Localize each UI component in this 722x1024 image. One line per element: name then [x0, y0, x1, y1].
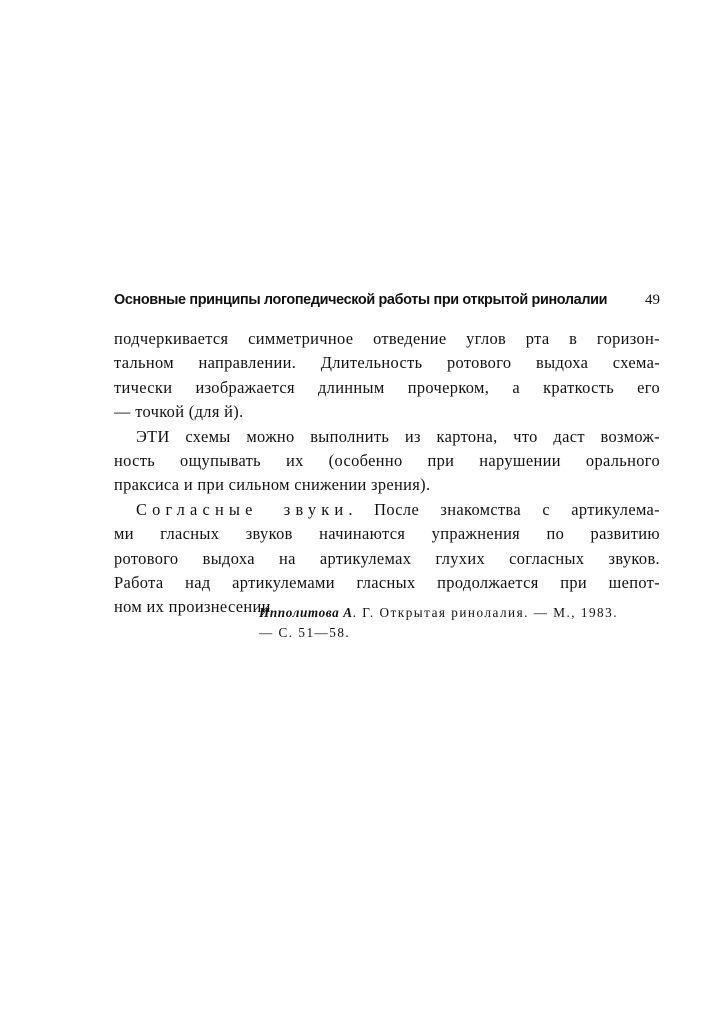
page-number: 49 [645, 292, 660, 308]
reference-pages: — С. 51—58. [259, 624, 351, 640]
running-head [114, 292, 660, 309]
paragraph-start [114, 498, 660, 522]
reference-line [259, 603, 659, 623]
text-fragment: . После знакомства с артикулема- [348, 499, 660, 519]
text-line: тальном направлении. Длительность ротового выдоха схема- [114, 353, 660, 373]
body-text [114, 327, 660, 620]
running-title: Основные принципы логопедической работы при открытой ринолалии [114, 292, 608, 308]
text-line: — точкой (для й). [114, 402, 244, 422]
section-term: Согласные звуки [136, 499, 349, 519]
text-line: Работа над артикулемами гласных продолжается при шепот- [114, 572, 660, 592]
text-line: тически изображается длинным прочерком, а краткость его [114, 377, 660, 397]
reference [259, 603, 659, 642]
text-line: ность ощупывать их (особенно при нарушении орального [114, 450, 660, 470]
text-line: ми гласных звуков начинаются упражнения по развитию [114, 524, 660, 544]
paragraph-start: ЭТИ схемы можно выполнить из картона, что даст возмож- [136, 426, 660, 446]
reference-citation: . Г. Открытая ринолалия. — М., 1983. [352, 605, 619, 620]
text-line: подчеркивается симметричное отведение углов рта в горизон- [114, 329, 660, 348]
text-line: ном их произнесении [114, 597, 271, 617]
text-line: праксиса и при сильном снижении зрения). [114, 475, 431, 495]
text-line: ротового выдоха на артикулемах глухих согласных звуков. [114, 548, 660, 568]
reference-author: Ипполитова А [259, 605, 353, 620]
